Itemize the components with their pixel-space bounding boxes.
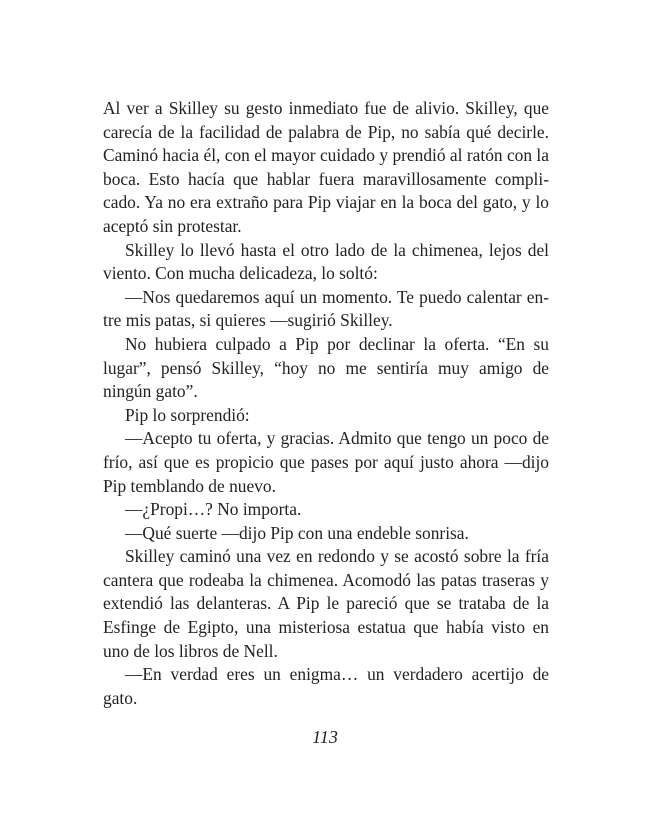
paragraph: —En verdad eres un enigma… un verdadero acertijo de gato. [103, 664, 549, 708]
paragraph: —Acepto tu oferta, y gracias. Admito que tengo un poco de frío, así que es propicio que pases por aquí justo ahora —dijo Pip temblando de nuevo. [103, 428, 549, 496]
paragraph: —¿Propi…? No importa. [125, 499, 302, 520]
paragraph: Pip lo sorprendió: [125, 404, 250, 425]
body-text [103, 97, 549, 710]
paragraph: —Nos quedaremos aquí un momento. Te puedo calentar entre mis patas, si quieres —sugirió Skilley. [103, 286, 549, 331]
page-number: 113 [312, 727, 338, 747]
paragraph: No hubiera culpado a Pip por declinar la oferta. “En su lugar”, pensó Skilley, “hoy no me sentiría muy amigo de ningún gato”. [103, 333, 549, 402]
paragraph: Skilley lo llevó hasta el otro lado de la chimenea, lejos del viento. Con mucha delicadeza, lo soltó: [103, 239, 549, 284]
paragraph: Al ver a Skilley su gesto inmediato fue de alivio. Skilley, que carecía de la facilidad de palabra de Pip, no sabía qué decirle. Caminó hacia él, con el mayor cuidado y prendió al ratón con la boca. Esto hacía que hablar fuera maravillosamente complicado. Ya no era extraño para Pip viajar en la boca del gato, y lo aceptó sin protestar. [103, 98, 549, 236]
paragraph: —Qué suerte —dijo Pip con una endeble sonrisa. [125, 522, 469, 543]
paragraph: Skilley caminó una vez en redondo y se acostó sobre la fría cantera que rodeaba la chimenea. Acomodó las patas traseras y extendió las delanteras. A Pip le pareció que se trataba de la Esfinge de Egipto, una misteriosa estatua que había visto en uno de los libros de Nell. [103, 546, 549, 661]
